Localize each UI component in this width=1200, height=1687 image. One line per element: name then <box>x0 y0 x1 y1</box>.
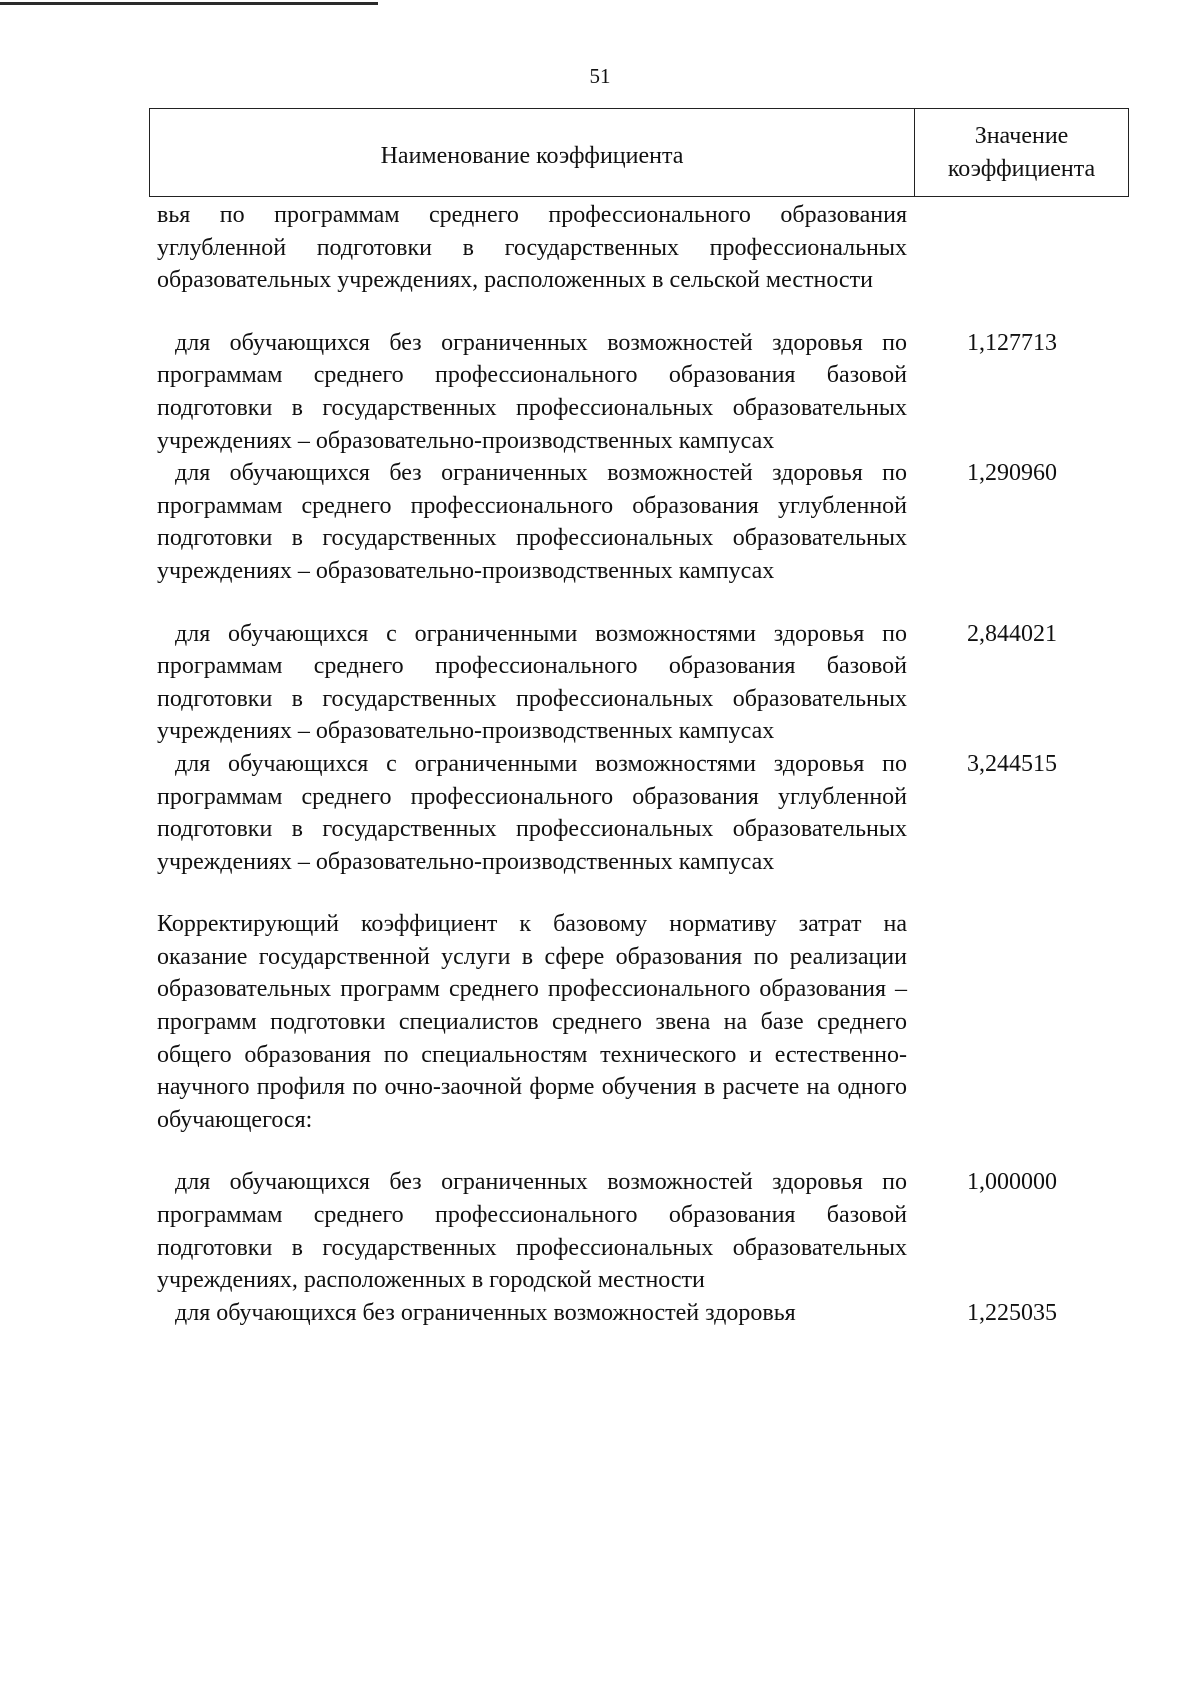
table-row <box>157 327 1117 457</box>
table-row <box>157 1166 1117 1296</box>
table-row <box>157 748 1117 878</box>
coefficient-section-title: Корректирующий коэффициент к базовому нормативу затрат на оказание государственной услуги в сфере образования по реализации образовательных программ среднего профессионального образования – программ подготовки специалистов среднего звена на базе среднего общего образования по специальностям технического и естественно-научного профиля по очно-заочной форме обучения в расчете на одного обучающегося: <box>157 911 907 1133</box>
spacer <box>157 1136 1117 1166</box>
spacer <box>157 588 1117 618</box>
coefficient-name: для обучающихся без ограниченных возможностей здоровья по программам среднего профессионального образования базовой подготовки в государственных профессиональных образовательных учреждениях – образовательно-производственных кампусах <box>157 329 907 454</box>
coefficient-value: 1,000000 <box>967 1169 1057 1196</box>
coefficient-name: для обучающихся с ограниченными возможностями здоровья по программам среднего профессионального образования базовой подготовки в государственных профессиональных образовательных учреждениях – образовательно-производственных кампусах <box>157 620 907 745</box>
column-header-value <box>915 109 1128 196</box>
page-number: 51 <box>589 64 611 88</box>
table-row <box>157 1297 1117 1330</box>
table-row <box>157 457 1117 587</box>
table-header <box>149 108 1129 197</box>
coefficient-name: вья по программам среднего профессионального образования углубленной подготовки в государственных профессиональных образовательных учреждениях, расположенных в сельской местности <box>157 202 907 294</box>
column-header-value-line2: коэффициента <box>947 155 1096 182</box>
table-row <box>157 908 1117 1136</box>
table-row <box>157 199 1117 297</box>
coefficient-value: 2,844021 <box>967 620 1057 647</box>
coefficient-name: для обучающихся с ограниченными возможностями здоровья по программам среднего профессионального образования углубленной подготовки в государственных профессиональных образовательных учреждениях – образовательно-производственных кампусах <box>157 750 907 875</box>
spacer <box>157 878 1117 908</box>
coefficient-value: 3,244515 <box>967 750 1057 777</box>
coefficient-value: 1,127713 <box>967 329 1057 356</box>
coefficient-value: 1,225035 <box>967 1299 1057 1326</box>
top-rule <box>0 2 378 5</box>
coefficient-name: для обучающихся без ограниченных возможностей здоровья по программам среднего профессионального образования базовой подготовки в государственных профессиональных образовательных учреждениях, расположенных в городской местности <box>157 1169 907 1294</box>
coefficient-name: для обучающихся без ограниченных возможностей здоровья <box>175 1299 796 1326</box>
column-header-value-line1: Значение <box>974 122 1069 149</box>
column-header-name: Наименование коэффициента <box>150 109 915 196</box>
coefficient-name: для обучающихся без ограниченных возможностей здоровья по программам среднего профессионального образования углубленной подготовки в государственных профессиональных образовательных учреждениях – образовательно-производственных кампусах <box>157 460 907 584</box>
table-body <box>157 199 1117 1329</box>
coefficient-value: 1,290960 <box>967 460 1057 487</box>
table-row <box>157 618 1117 748</box>
spacer <box>157 297 1117 327</box>
